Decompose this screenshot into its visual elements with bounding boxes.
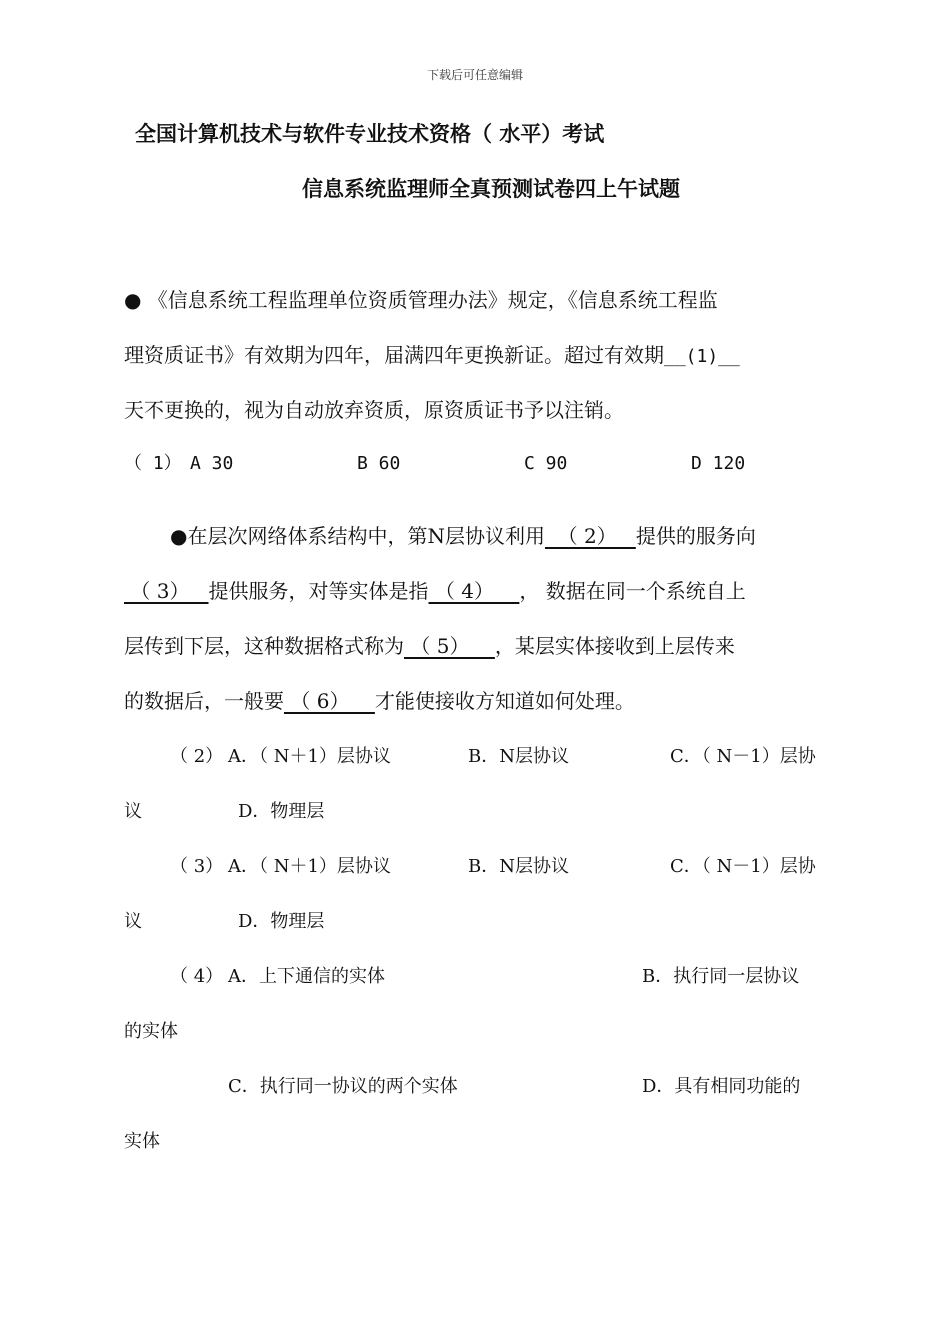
q1-option-c: C 90: [524, 453, 568, 474]
q2-line-1: [170, 522, 756, 550]
q2-blank-4: （ 4）: [428, 579, 520, 603]
q1-blank-1: __(1)__: [664, 346, 740, 367]
q1-line-3: 天不更换的，视为自动放弃资质，原资质证书予以注销。: [124, 398, 624, 422]
q1-line-2-text: 理资质证书》有效期为四年，届满四年更换新证。超过有效期: [124, 343, 664, 367]
q2-line-4-tail: 才能使接收方知道如何处理。: [374, 689, 635, 713]
q2-blank-5: （ 5）: [404, 634, 495, 658]
q2-line-3-tail: ，某层实体接收到上层传来: [494, 634, 735, 658]
q2-opt4-d-tail: 实体: [124, 1131, 160, 1152]
q2-blank-2: （ 2）: [544, 524, 636, 548]
q2-line-4: [124, 687, 635, 715]
q2-opt4-b-tail: 的实体: [124, 1021, 178, 1042]
q2-opt3-a: A．（ N＋1）层协议: [228, 856, 391, 877]
q2-line-1-text: ●在层次网络体系结构中，第N层协议利用: [170, 524, 545, 548]
q2-opt2-label: （ 2）: [170, 746, 224, 767]
q2-opt3-b: B．N层协议: [468, 856, 569, 877]
q2-opt3-c: C．（ N－1）层协: [670, 856, 816, 877]
q2-opt3-label: （ 3）: [170, 856, 224, 877]
q1-option-b: B 60: [357, 453, 401, 474]
page-header: 下载后可任意编辑: [426, 68, 523, 82]
q2-line-4-text: 的数据后，一般要: [124, 689, 284, 713]
q2-line-2-text: 提供服务，对等实体是指: [208, 579, 429, 603]
q2-blank-3: （ 3）: [124, 579, 209, 603]
q1-line-1: ● 《信息系统工程监理单位资质管理办法》规定，《信息系统工程监: [124, 288, 718, 312]
q2-opt2-c-tail: 议: [124, 801, 142, 822]
q2-blank-6: （ 6）: [284, 689, 375, 713]
q2-opt3-d: D．物理层: [238, 911, 325, 932]
q2-opt2-a: A．（ N＋1）层协议: [228, 746, 391, 767]
q2-line-1-tail: 提供的服务向: [635, 524, 756, 548]
exam-title: 全国计算机技术与软件专业技术资格（ 水平）考试: [135, 122, 605, 146]
q1-option-d: D 120: [691, 453, 746, 474]
q2-opt4-a: A．上下通信的实体: [228, 966, 385, 987]
q2-line-3: [124, 632, 735, 660]
q1-options-label: （ 1）: [124, 453, 182, 474]
q2-opt4-b: B．执行同一层协议: [642, 966, 800, 987]
q2-opt2-c: C．（ N－1）层协: [670, 746, 816, 767]
q2-opt4-d: D．具有相同功能的: [642, 1076, 801, 1097]
q2-opt2-b: B．N层协议: [468, 746, 569, 767]
q2-line-2-tail: ， 数据在同一个系统自上: [519, 579, 746, 603]
q2-opt4-label: （ 4）: [170, 966, 224, 987]
exam-subtitle: 信息系统监理师全真预测试卷四上午试题: [302, 177, 680, 201]
q2-opt2-d: D．物理层: [238, 801, 325, 822]
q2-opt4-c: C．执行同一协议的两个实体: [228, 1076, 458, 1097]
q2-opt3-c-tail: 议: [124, 911, 142, 932]
q1-line-2: [124, 341, 740, 371]
q2-line-2: [124, 577, 746, 605]
q2-line-3-text: 层传到下层，这种数据格式称为: [124, 634, 404, 658]
q1-option-a: A 30: [190, 453, 234, 474]
